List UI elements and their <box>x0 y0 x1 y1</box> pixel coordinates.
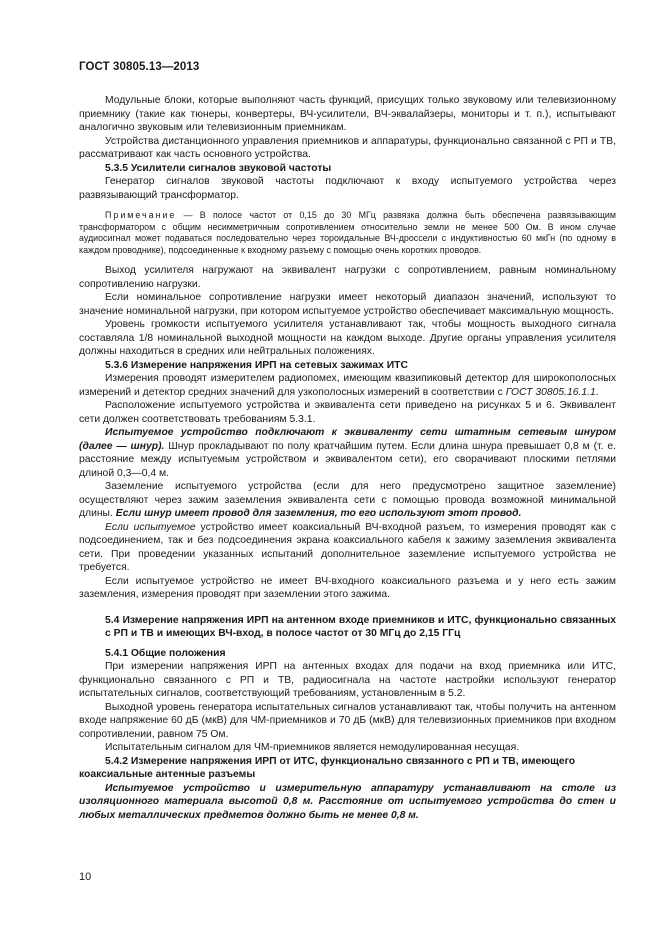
document-header: ГОСТ 30805.13—2013 <box>79 61 200 73</box>
section-heading-5-4-2: 5.4.2 Измерение напряжения ИРП от ИТС, функционально связанного с РП и ТВ, имеющего коаксиальные антенные разъемы <box>79 755 576 781</box>
paragraph: Если номинальное сопротивление нагрузки имеет некоторый диапазон значений, используют то значение номинальной нагрузки, при котором испытуемое устройство обеспечивает максимальную мощность. <box>79 292 616 317</box>
paragraph-text: Шнур прокладывают по полу кратчайшим путем. Если длина шнура превышает 0,8 м (т. е. расстояние между испытуемым устройством и эквивалентом сети), его сворачивают плоскими петлями длиной 0,3—0,4 м. <box>79 440 616 479</box>
paragraph-text: устройство имеет коаксиальный ВЧ-входной разъем, то измерения проводят как с подсоединением, так и без подсоединения экрана коаксиального кабеля к зажиму заземления эквивалента сети. При проведении указанных испытаний дополнительное заземление испытуемого устройства не требуется. <box>79 521 616 574</box>
emphasis-text: Если испытуемое <box>105 521 196 533</box>
paragraph <box>79 480 616 521</box>
note-text: — В полосе частот от 0,15 до 30 МГц развязка должна быть обеспечена развязывающим трансформатором с общим несимметричным сопротивлением относительно земли не менее 500 Ом. В ином случае аудиосигнал может подаваться последовательно через тороидальные ВЧ-дроссели с индуктивностью 60 мкГн (по одному в каждом проводнике), подсоединенные к входному разъему с помощью очень коротких проводов. <box>79 210 616 255</box>
paragraph: Модульные блоки, которые выполняют часть функций, присущих только звуковому или телевизионному приемнику (такие как тюнеры, конвертеры, ВЧ-усилители, ВЧ-эквалайзеры, мониторы и т. п.), испытывают аналогично звуковым или телевизионным приемникам. <box>79 95 616 133</box>
emphasis-text: Если шнур имеет провод для заземления, то его используют этот провод. <box>115 508 522 520</box>
paragraph: Испытуемое устройство и измерительную аппаратуру устанавливают на столе из изоляционного материала высотой 0,8 м. Расстояние от испытуемого устройства до стен и любых металлических предметов должно быть не менее 0,8 м. <box>79 782 616 821</box>
paragraph: Уровень громкости испытуемого усилителя устанавливают так, чтобы мощность выходного сигнала составляла 1/8 номинальной выходной мощности на каждом выходе. Другие органы управления усилителя должны находиться в средних или нейтральных положениях. <box>79 319 616 358</box>
paragraph: Устройства дистанционного управления приемников и аппаратуры, функционально связанной с РП и ТВ, рассматривают как часть основного устройства. <box>79 135 616 160</box>
paragraph: Если испытуемое устройство не имеет ВЧ-входного коаксиального разъема и у него есть зажим заземления, измерения проводят при заземлении этого зажима. <box>79 575 616 601</box>
paragraph: Генератор сигналов звуковой частоты подключают к входу испытуемого устройства через развязывающий трансформатор. <box>79 176 616 201</box>
paragraph: Выходной уровень генератора испытательных сигналов устанавливают так, чтобы получить на антенном входе напряжение 60 дБ (мкВ) для ЧМ-приемников и 70 дБ (мкВ) для телевизионных приемников при входном сопротивлении, равном 75 Ом. <box>79 701 616 740</box>
paragraph: При измерении напряжения ИРП на антенных входах для подачи на вход приемника или ИТС, функционально связанного с РП и ТВ, радиосигнала на частоте настройки используют генератор испытательных сигналов, соответствующий требованиям, установленным в 5.2. <box>79 661 616 700</box>
section-heading-5-4: 5.4 Измерение напряжения ИРП на антенном входе приемников и ИТС, функционально связанных с РП и ТВ и имеющих ВЧ-вход, в полосе частот от 30 МГц до 2,15 ГГц <box>105 614 616 640</box>
note <box>79 210 616 256</box>
paragraph: Выход усилителя нагружают на эквивалент нагрузки с сопротивлением, равным номинальному сопротивлению нагрузки. <box>79 265 616 290</box>
paragraph-text: . <box>595 386 599 398</box>
paragraph-text: Измерения проводят измерителем радиопомех, имеющим квазипиковый детектор для широкополосных измерений и детектор средних значений для узкополосных измерений в соответствии с <box>79 373 616 398</box>
document-body <box>79 94 616 822</box>
paragraph <box>79 426 616 480</box>
note-label: Примечание <box>105 210 177 220</box>
paragraph: Испытательным сигналом для ЧМ-приемников является немодулированная несущая. <box>105 742 520 754</box>
paragraph: Расположение испытуемого устройства и эквивалента сети приведено на рисунках 5 и 6. Эквивалент сети должен соответствовать требованиям 5.3.1. <box>79 400 616 425</box>
section-heading-5-3-6: 5.3.6 Измерение напряжения ИРП на сетевых зажимах ИТС <box>105 359 408 371</box>
page-number: 10 <box>79 871 92 883</box>
paragraph <box>79 521 616 575</box>
emphasis-text: Испытуемое устройство подключают к эквиваленту сети штатным сетевым шнуром (далее — шнур). <box>79 427 616 452</box>
section-heading-5-3-5: 5.3.5 Усилители сигналов звуковой частоты <box>105 162 332 174</box>
section-heading-5-4-1: 5.4.1 Общие положения <box>105 647 226 659</box>
paragraph <box>79 372 616 399</box>
paragraph-text: Заземление испытуемого устройства (если для него предусмотрено защитное заземление) осуществляют через зажим заземления эквивалента сети с помощью провода возможной минимальной длины. <box>79 481 616 520</box>
standard-reference: ГОСТ 30805.16.1.1 <box>505 386 596 398</box>
